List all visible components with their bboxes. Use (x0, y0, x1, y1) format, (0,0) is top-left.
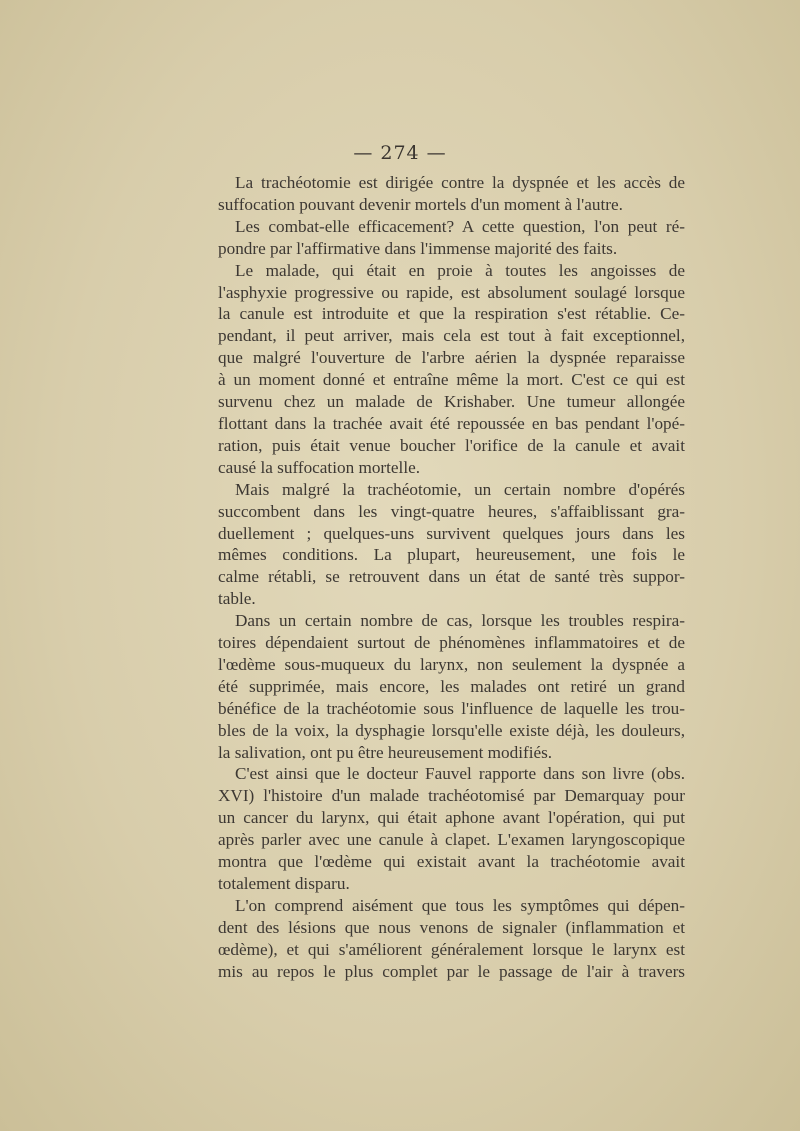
text-line: ration, puis était venue boucher l'orifice de la canule et avait (218, 435, 685, 455)
text-line: été supprimée, mais encore, les malades ont retiré un grand (218, 676, 685, 696)
text-line: suffocation pouvant devenir mortels d'un moment à l'autre. (218, 194, 623, 214)
text-line: Les combat-elle efficacement? A cette question, l'on peut ré- (235, 216, 685, 236)
text-line: œdème), et qui s'améliorent généralement lorsque le larynx est (218, 939, 685, 959)
text-line: Mais malgré la trachéotomie, un certain nombre d'opérés (235, 479, 685, 499)
text-line: XVI) l'histoire d'un malade trachéotomisé par Demarquay pour (218, 786, 685, 806)
text-line: L'on comprend aisément que tous les symptômes qui dépen- (235, 895, 685, 915)
text-line: pondre par l'affirmative dans l'immense majorité des faits. (218, 238, 618, 258)
text-line: montra que l'œdème qui existait avant la trachéotomie avait (218, 852, 685, 872)
text-line: succombent dans les vingt-quatre heures, s'affaiblissant gra- (218, 501, 685, 521)
body-text (218, 172, 685, 983)
text-line: Dans un certain nombre de cas, lorsque les troubles respira- (235, 611, 685, 631)
text-line: l'œdème sous-muqueux du larynx, non seulement la dyspnée a (218, 654, 685, 674)
text-line: flottant dans la trachée avait été repoussée en bas pendant l'opé- (218, 413, 685, 433)
text-line: pendant, il peut arriver, mais cela est tout à fait exceptionnel, (218, 326, 685, 346)
text-line: la canule est introduite et que la respiration s'est rétablie. Ce- (218, 304, 685, 324)
text-line: toires dépendaient surtout de phénomènes inflammatoires et de (218, 633, 685, 653)
text-line: survenu chez un malade de Krishaber. Une tumeur allongée (218, 392, 685, 412)
text-line: table. (218, 589, 256, 609)
text-line: C'est ainsi que le docteur Fauvel rapporte dans son livre (obs. (235, 764, 685, 784)
text-line: que malgré l'ouverture de l'arbre aérien la dyspnée reparaisse (218, 348, 685, 368)
text-line: mis au repos le plus complet par le passage de l'air à travers (218, 961, 685, 981)
text-line: La trachéotomie est dirigée contre la dyspnée et les accès de (235, 173, 685, 192)
text-line: après parler avec une canule à clapet. L'examen laryngoscopique (218, 830, 685, 850)
text-line: duellement ; quelques-uns survivent quelques jours dans les (218, 523, 685, 543)
page-number: — 274 — (353, 142, 447, 164)
text-line: totalement disparu. (218, 874, 350, 893)
text-line: mêmes conditions. La plupart, heureusement, une fois le (218, 545, 685, 565)
text-line: un cancer du larynx, qui était aphone avant l'opération, qui put (218, 808, 685, 828)
text-line: causé la suffocation mortelle. (218, 457, 421, 477)
text-line: bles de la voix, la dysphagie lorsqu'elle existe déjà, les douleurs, (218, 720, 685, 740)
text-line: dent des lésions que nous venons de signaler (inflammation et (218, 917, 685, 937)
text-line: la salivation, ont pu être heureusement modifiés. (218, 742, 553, 762)
text-line: à un moment donné et entraîne même la mort. C'est ce qui est (218, 370, 685, 390)
text-line: l'asphyxie progressive ou rapide, est absolument soulagé lorsque (218, 282, 685, 302)
text-line: Le malade, qui était en proie à toutes les angoisses de (235, 260, 685, 280)
text-line: calme rétabli, se retrouvent dans un état de santé très suppor- (218, 567, 685, 587)
text-line: bénéfice de la trachéotomie sous l'influence de laquelle les trou- (218, 698, 685, 718)
